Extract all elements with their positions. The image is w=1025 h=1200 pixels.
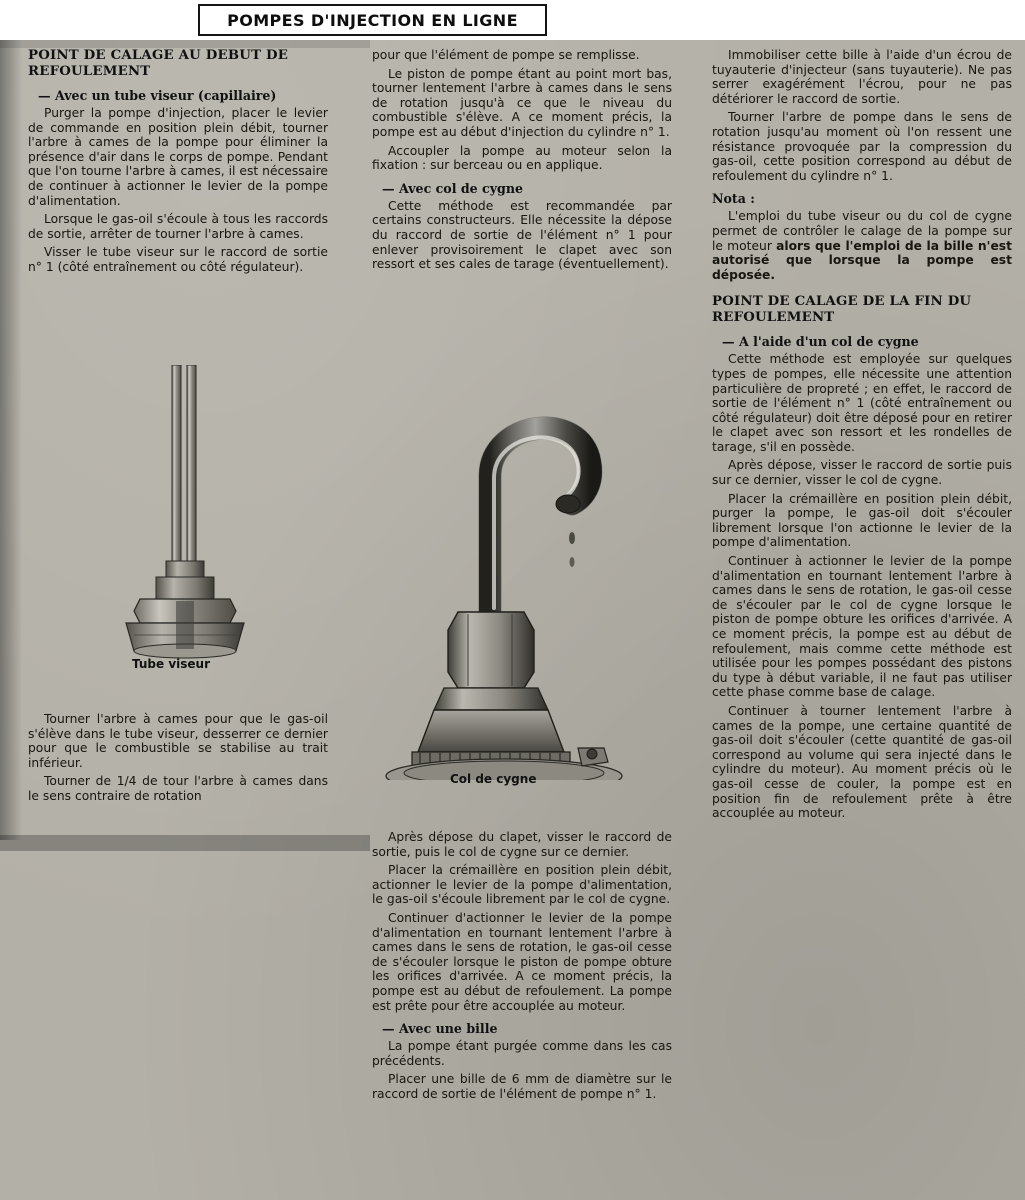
middle-subheading-col-de-cygne: — Avec col de cygne (382, 180, 524, 196)
left-subheading-tube-viseur: — Avec un tube viseur (capillaire) (38, 88, 277, 103)
shading-left-edge (0, 40, 22, 840)
right-nota-label: Nota : (712, 191, 755, 207)
left-paragraph-3: Visser le tube viseur sur le raccord de sortie n° 1 (côté entraînement ou côté régulateur). (28, 245, 328, 274)
right-paragraph-3: Cette méthode est employée sur quelques types de pompes, elle nécessite une attention particulière de propreté ; en effet, le raccord de sortie de l'élément n° 1 (côté entraînement ou côté régulateur) doit être déposé pour en retirer le clapet avec son ressort et les rondelles de tarage, s'il en possède. (712, 352, 1012, 454)
middle-paragraph-1: pour que l'élément de pompe se remplisse. (372, 48, 640, 62)
tube-viseur-illustration (40, 365, 340, 665)
right-paragraph-6: Continuer à actionner le levier de la pompe d'alimentation en tournant lentement l'arbre à cames dans le sens de rotation, le gas-oil cesse de s'écouler par le col de cygne lorsque le piston de pompe obture les orifices d'arrivée. A ce moment précis, la pompe est au début de refoulement, mais comme cette méthode est utilisée pour les pompes possédant des pistons du type à début variable, il ne faut pas utiliser cette phase comme base de calage. (712, 554, 1012, 700)
left-paragraph-4: Tourner l'arbre à cames pour que le gas-oil s'élève dans le tube viseur, desserrer ce dernier pour que le combustible se stabilise au trait inférieur. (28, 712, 328, 770)
figure-col-de-cygne-caption: Col de cygne (450, 772, 537, 786)
figure-tube-viseur-caption: Tube viseur (132, 657, 210, 671)
right-nota-emphasis: alors que l'emploi de la bille n'est autorisé que lorsque la pompe est déposée. (712, 238, 1012, 282)
left-paragraph-1: Purger la pompe d'injection, placer le levier de commande en position plein débit, tourner l'arbre à cames de la pompe pour éliminer la présence d'air dans le corps de pompe. Pendant que l'on tourne l'arbre à cames, il est nécessaire de continuer à actionner le levier de la pompe d'alimentation. (28, 106, 328, 208)
left-paragraph-2: Lorsque le gas-oil s'écoule à tous les raccords de sortie, arrêter de tourner l'arbre à cames. (28, 212, 328, 241)
middle-paragraph-3: Accoupler la pompe au moteur selon la fixation : sur berceau ou en applique. (372, 143, 672, 173)
shading-bottom-left (0, 835, 370, 851)
figure-col-de-cygne (372, 380, 672, 800)
spacer (712, 286, 1012, 294)
middle-paragraph-2: Le piston de pompe étant au point mort bas, tourner lentement l'arbre à cames dans le sens de rotation jusqu'à ce que le niveau du combustible s'élève. A ce moment précis, la pompe est au début d'injection du cylindre n° 1. (372, 66, 672, 139)
column-middle (372, 48, 672, 276)
page-body (0, 40, 1025, 1200)
right-subheading: — A l'aide d'un col de cygne (722, 334, 919, 350)
middle-paragraph-6: Placer la crémaillère en position plein débit, actionner le levier de la pompe d'alimentation, le gas-oil s'écoule librement par le col de cygne. (372, 863, 672, 907)
right-paragraph-1: Immobiliser cette bille à l'aide d'un écrou de tuyauterie d'injecteur (sans tuyauterie). Ne pas serrer exagérément l'écrou, pour ne pas détériorer le raccord de sortie. (712, 48, 1012, 106)
middle-paragraph-7: Continuer d'actionner le levier de la pompe d'alimentation en tournant lentement l'arbre à cames dans le sens de rotation, le gas-oil cesse de s'écouler lorsque le piston de pompe obture les orifices d'arrivée. A ce moment précis, la pompe est au début de refoulement. La pompe est prête pour être accouplée au moteur. (372, 910, 672, 1013)
middle-paragraph-5: Après dépose du clapet, visser le raccord de sortie, puis le col de cygne sur ce dernier. (372, 830, 672, 859)
figure-tube-viseur (40, 365, 340, 695)
page-title: POMPES D'INJECTION EN LIGNE (227, 10, 518, 30)
left-paragraph-5: Tourner de 1/4 de tour l'arbre à cames dans le sens contraire de rotation (28, 774, 328, 803)
col-de-cygne-illustration (372, 380, 672, 780)
right-nota-text: L'emploi du tube viseur ou du col de cygne permet de contrôler le calage de la pompe sur le moteur (712, 209, 1012, 253)
middle-paragraph-8: La pompe étant purgée comme dans les cas précédents. (372, 1039, 672, 1068)
column-middle-continued (372, 830, 672, 1106)
right-heading: POINT DE CALAGE DE LA FIN DU REFOULEMENT (712, 294, 972, 326)
column-left-continued (28, 712, 328, 808)
right-paragraph-2: Tourner l'arbre de pompe dans le sens de rotation jusqu'au moment où l'on ressent une résistance provoquée par la compression du gas-oil, cette position correspond au début de refoulement du cylindre n° 1. (712, 110, 1012, 183)
shading-top-left (0, 40, 370, 48)
middle-paragraph-9: Placer une bille de 6 mm de diamètre sur le raccord de sortie de l'élément de pompe n° 1. (372, 1072, 672, 1101)
right-nota-paragraph (712, 209, 1012, 282)
page-title-box (198, 4, 547, 36)
left-heading: POINT DE CALAGE AU DEBUT DE REFOULEMENT (28, 48, 289, 79)
right-paragraph-4: Après dépose, visser le raccord de sortie puis sur ce dernier, visser le col de cygne. (712, 458, 1012, 488)
column-right (712, 48, 1012, 825)
column-left (28, 48, 328, 279)
middle-paragraph-4: Cette méthode est recommandée par certains constructeurs. Elle nécessite la dépose du raccord de sortie de l'élément n° 1 pour enlever provisoirement le clapet avec son ressort et ses cales de tarage (éventuellement). (372, 198, 672, 272)
middle-subheading-bille: — Avec une bille (382, 1021, 498, 1037)
right-paragraph-5: Placer la crémaillère en position plein débit, purger la pompe, le gas-oil doit s'écouler librement lorsque l'on actionne le levier de la pompe d'alimentation. (712, 491, 1012, 550)
right-paragraph-7: Continuer à tourner lentement l'arbre à cames de la pompe, une certaine quantité de gas-oil doit s'écouler (cette quantité de gas-oil correspond au volume qui sera injecté dans le cylindre du moteur). Au moment précis où le gas-oil cesse de couler, la pompe est en position fin de refoulement prête à être accouplée au moteur. (712, 703, 1012, 821)
header-band (0, 0, 1025, 40)
